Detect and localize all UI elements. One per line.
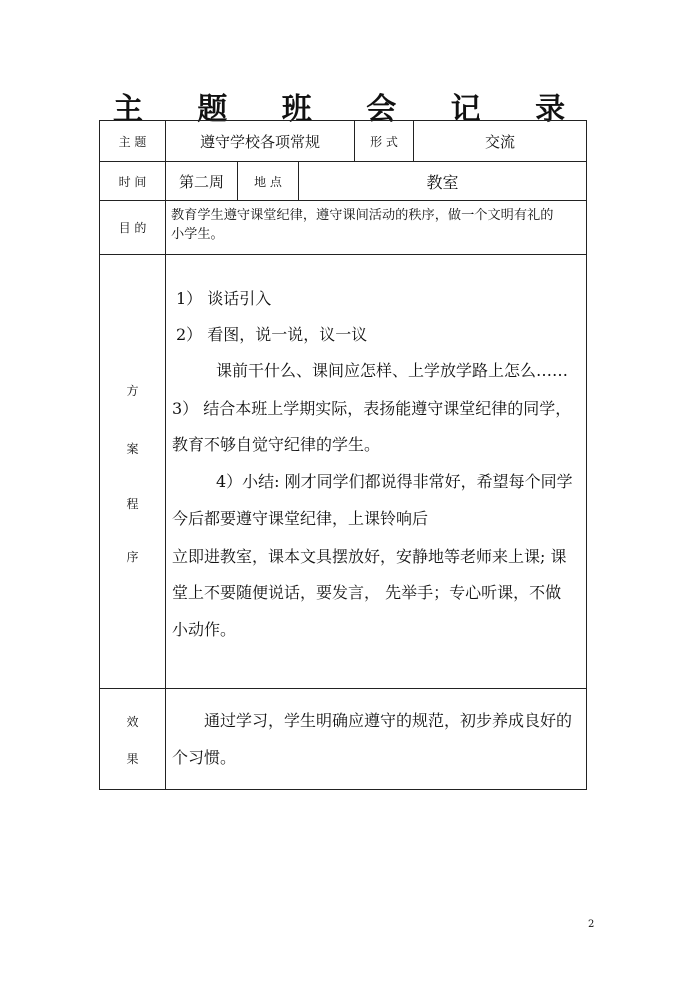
procedure-line: 堂上不要随便说话，要发言， 先举手；专心听课，不做 — [172, 583, 562, 602]
row-divider — [99, 200, 587, 201]
page-title: 主 题 班 会 记 录 — [112, 92, 588, 127]
purpose-line: 教育学生遵守课堂纪律，遵守课间活动的秩序，做一个文明有礼的 — [171, 208, 554, 223]
purpose-line: 小学生。 — [171, 227, 224, 242]
procedure-line: 3） 结合本班上学期实际，表扬能遵守课堂纪律的同学， — [172, 399, 572, 418]
procedure-label-char: 序 — [126, 550, 139, 564]
procedure-label-char: 案 — [126, 442, 139, 456]
topic-label: 主 题 — [118, 134, 147, 149]
page-number: 2 — [588, 919, 595, 930]
procedure-line: 1） 谈话引入 — [176, 289, 272, 308]
purpose-label: 目 的 — [118, 221, 147, 235]
time-label: 时 间 — [118, 174, 147, 189]
result-line: 个习惯。 — [172, 748, 237, 767]
procedure-label-char: 程 — [126, 497, 139, 511]
time-value: 第二周 — [178, 172, 224, 191]
place-label: 地 点 — [254, 174, 282, 189]
result-label-char: 果 — [126, 752, 139, 766]
form-label: 形 式 — [370, 134, 398, 149]
column-divider — [165, 120, 166, 790]
procedure-line: 2） 看图，说一说，议一议 — [176, 325, 368, 344]
procedure-line: 立即进教室，课本文具摆放好，安静地等老师来上课; 课 — [172, 547, 567, 566]
place-value: 教室 — [426, 172, 459, 192]
procedure-line: 教育不够自觉守纪律的学生。 — [172, 435, 381, 454]
procedure-line: 今后都要遵守课堂纪律，上课铃响后 — [172, 509, 429, 528]
procedure-line: 小动作。 — [172, 620, 237, 639]
topic-value: 遵守学校各项常规 — [199, 132, 320, 151]
row-divider — [99, 688, 587, 689]
result-label-char: 效 — [126, 715, 139, 729]
row-divider — [99, 254, 587, 255]
form-value: 交流 — [484, 132, 515, 151]
result-line: 通过学习，学生明确应遵守的规范，初步养成良好的 — [204, 711, 573, 730]
procedure-line: 4）小结: 刚才同学们都说得非常好，希望每个同学 — [216, 472, 573, 491]
procedure-label-char: 方 — [126, 384, 139, 398]
procedure-line: 课前干什么、课间应怎样、上学放学路上怎么…… — [216, 361, 569, 380]
